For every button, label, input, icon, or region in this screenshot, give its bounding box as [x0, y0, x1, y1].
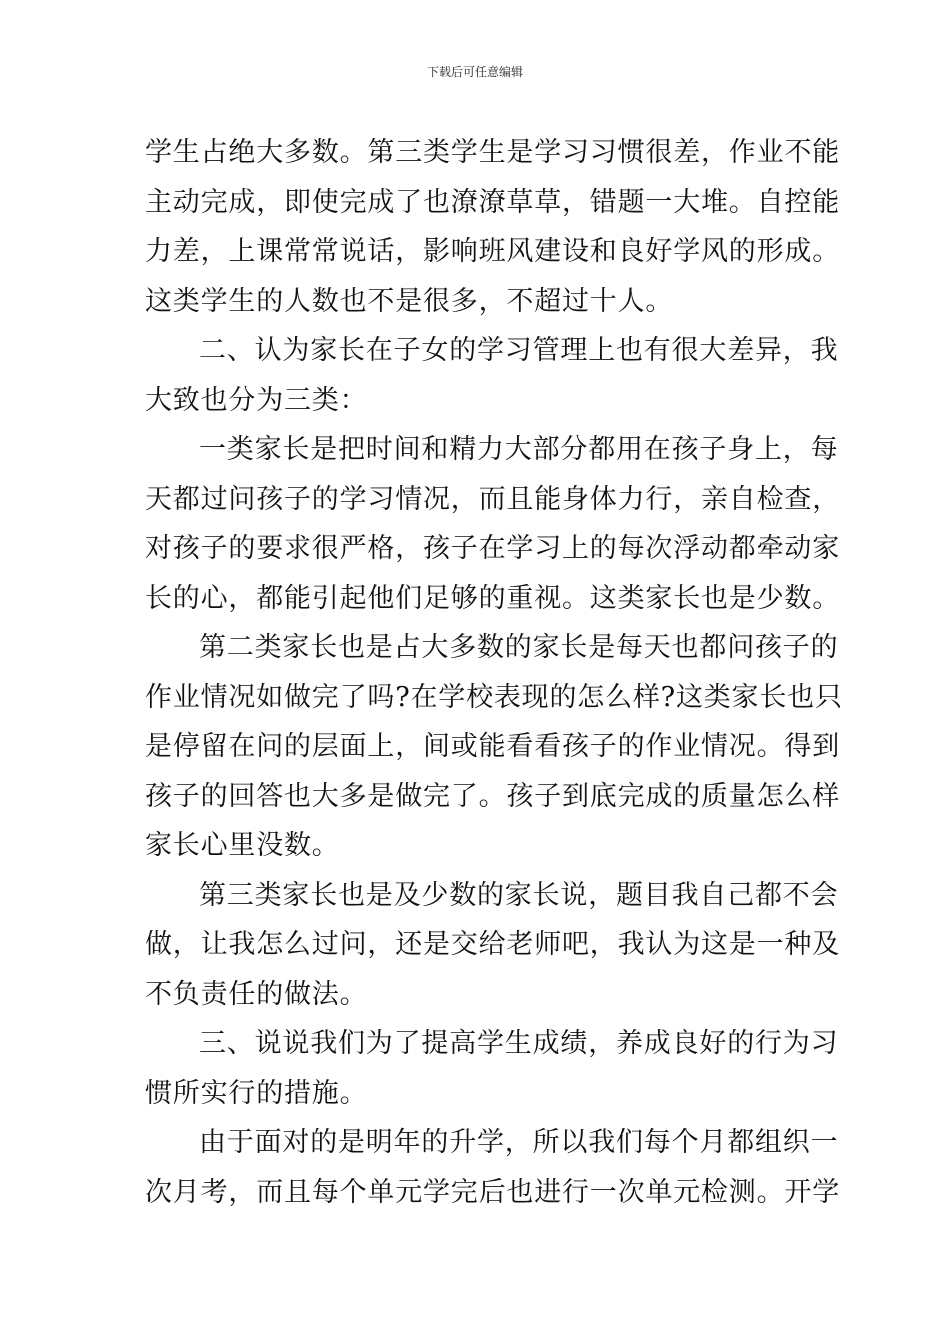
text-line: 三、说说我们为了提高学生成绩，养成良好的行为习: [199, 1028, 839, 1059]
text-line: 第二类家长也是占大多数的家长是每天也都问孩子的: [199, 632, 839, 663]
text-line: 是停留在问的层面上，间或能看看孩子的作业情况。得到: [145, 731, 840, 762]
text-line: 由于面对的是明年的升学，所以我们每个月都组织一: [199, 1127, 839, 1158]
page-header: 下载后可任意编辑: [426, 65, 523, 79]
text-line: 力差，上课常常说话，影响班风建设和良好学风的形成。: [145, 236, 840, 267]
text-line: 长的心，都能引起他们足够的重视。这类家长也是少数。: [145, 582, 840, 614]
text-line: 作业情况如做完了吗?在学校表现的怎么样?这类家长也只: [145, 681, 843, 713]
text-line: 主动完成，即使完成了也潦潦草草，错题一大堆。自控能: [145, 186, 840, 218]
text-line: 天都过问孩子的学习情况，而且能身体力行，亲自检查，: [145, 483, 840, 515]
text-line: 对孩子的要求很严格，孩子在学习上的每次浮动都牵动家: [145, 533, 840, 564]
text-line: 惯所实行的措施。: [145, 1077, 368, 1109]
text-line: 不负责任的做法。: [145, 978, 368, 1010]
text-line: 学生占绝大多数。第三类学生是学习习惯很差，作业不能: [145, 137, 840, 168]
text-line: 孩子的回答也大多是做完了。孩子到底完成的质量怎么样: [145, 780, 840, 812]
document-body: [145, 128, 843, 1217]
text-line: 做，让我怎么过问，还是交给老师吧，我认为这是一种及: [145, 929, 840, 960]
text-line: 次月考，而且每个单元学完后也进行一次单元检测。开学: [145, 1176, 840, 1208]
text-line: 一类家长是把时间和精力大部分都用在孩子身上，每: [199, 434, 839, 465]
text-line: 二、认为家长在子女的学习管理上也有很大差异，我: [199, 335, 839, 366]
text-line: 第三类家长也是及少数的家长说，题目我自己都不会: [199, 879, 839, 911]
text-line: 家长心里没数。: [145, 830, 340, 861]
text-line: 大致也分为三类：: [145, 384, 368, 416]
text-line: 这类学生的人数也不是很多，不超过十人。: [145, 285, 674, 317]
